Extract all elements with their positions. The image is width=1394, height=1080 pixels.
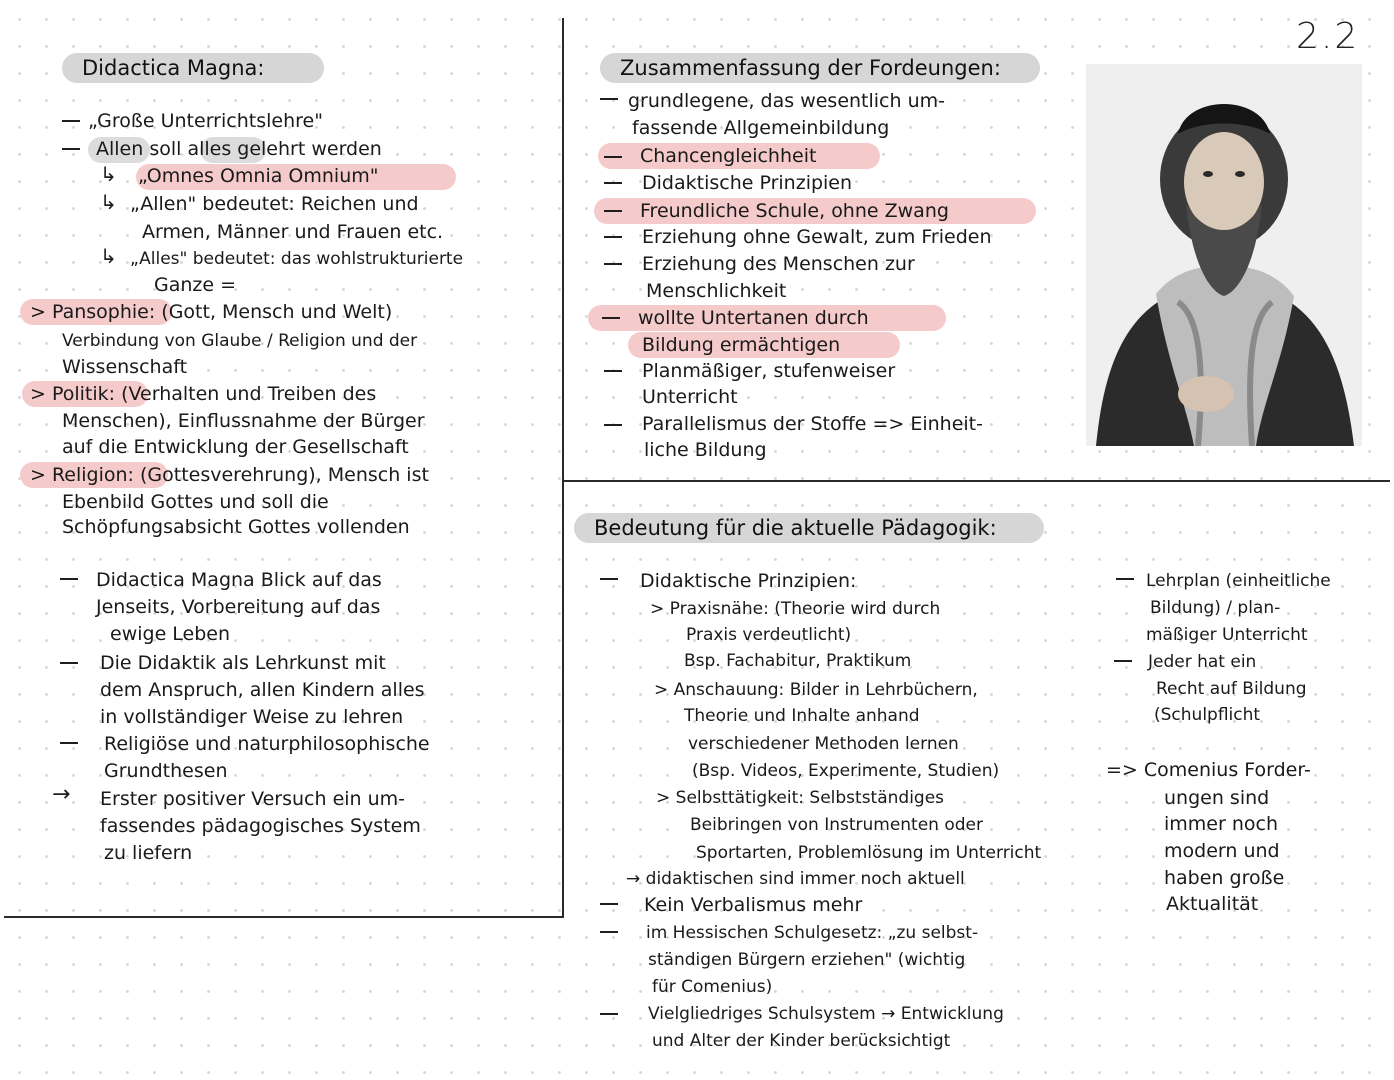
left-line: Grundthesen xyxy=(104,760,228,782)
bullet-dash xyxy=(62,148,80,150)
left-line: Jenseits, Vorbereitung auf das xyxy=(96,596,381,618)
bullet-dash xyxy=(604,263,622,265)
bullet-dash xyxy=(604,156,622,158)
summary-line: Erziehung ohne Gewalt, zum Frieden xyxy=(642,226,992,248)
summary-heading: Zusammenfassung der Fordeungen: xyxy=(600,53,1040,83)
bullet-dash xyxy=(604,236,622,238)
significance-right-line: modern und xyxy=(1164,840,1280,862)
significance-right-line: Recht auf Bildung xyxy=(1156,679,1307,699)
significance-right-line: immer noch xyxy=(1164,813,1278,835)
significance-line: (Bsp. Videos, Experimente, Studien) xyxy=(692,761,1000,781)
bullet-dash xyxy=(604,182,622,184)
summary-line: grundlegene, das wesentlich um- xyxy=(628,90,945,112)
left-line: Ebenbild Gottes und soll die xyxy=(62,491,329,513)
left-line: auf die Entwicklung der Gesellschaft xyxy=(62,436,409,458)
left-line: „Allen" bedeutet: Reichen und xyxy=(130,193,419,215)
significance-line: > Praxisnähe: (Theorie wird durch xyxy=(650,599,941,619)
significance-line: Vielgliedriges Schulsystem → Entwicklung xyxy=(648,1004,1004,1024)
left-line: „Große Unterrichtslehre" xyxy=(88,110,323,132)
bullet-dash xyxy=(604,370,622,372)
significance-right-line: (Schulpflicht xyxy=(1154,705,1261,725)
summary-line: Planmäßiger, stufenweiser xyxy=(642,360,896,382)
left-line: Schöpfungsabsicht Gottes vollenden xyxy=(62,516,410,538)
significance-line: Theorie und Inhalte anhand xyxy=(684,706,920,726)
page-number: 2.2 xyxy=(1296,16,1360,57)
significance-line: Didaktische Prinzipien: xyxy=(640,570,857,592)
significance-line: Beibringen von Instrumenten oder xyxy=(690,815,984,835)
left-line: fassendes pädagogisches System xyxy=(100,815,421,837)
left-heading: Didactica Magna: xyxy=(62,53,324,83)
left-line: Armen, Männer und Frauen etc. xyxy=(142,221,444,243)
summary-line: Menschlichkeit xyxy=(646,280,787,302)
left-line: Religiöse und naturphilosophische xyxy=(104,733,430,755)
significance-line: verschiedener Methoden lernen xyxy=(688,734,959,754)
left-line: Didactica Magna Blick auf das xyxy=(96,569,382,591)
bullet-dash xyxy=(62,120,80,122)
left-line: > Politik: (Verhalten und Treiben des xyxy=(30,383,377,405)
significance-right-line: Lehrplan (einheitliche xyxy=(1146,571,1331,591)
bullet-dash xyxy=(60,662,78,664)
significance-right-line: Bildung) / plan- xyxy=(1150,598,1281,618)
left-line: Die Didaktik als Lehrkunst mit xyxy=(100,652,386,674)
bullet-dash xyxy=(600,578,618,580)
summary-line: Parallelismus der Stoffe => Einheit- xyxy=(642,413,983,435)
hook-arrow-icon: ↳ xyxy=(100,244,117,268)
bullet-dash xyxy=(600,98,618,100)
summary-line: Bildung ermächtigen xyxy=(642,334,841,356)
summary-line: Erziehung des Menschen zur xyxy=(642,253,915,275)
left-line: Allen soll alles gelehrt werden xyxy=(96,138,382,160)
bullet-dash xyxy=(602,317,620,319)
hook-arrow-icon: ↳ xyxy=(100,190,117,214)
hook-arrow-icon: ↳ xyxy=(100,162,117,186)
summary-line: liche Bildung xyxy=(644,439,767,461)
significance-line: Kein Verbalismus mehr xyxy=(644,894,863,916)
significance-right-line: mäßiger Unterricht xyxy=(1146,625,1308,645)
significance-right-line: => Comenius Forder- xyxy=(1106,759,1311,781)
left-bottom-divider xyxy=(4,916,564,918)
left-line: Menschen), Einflussnahme der Bürger xyxy=(62,410,425,432)
significance-line: und Alter der Kinder berücksichtigt xyxy=(652,1031,951,1051)
left-line: Wissenschaft xyxy=(62,356,188,378)
summary-line: wollte Untertanen durch xyxy=(638,307,869,329)
bullet-dash xyxy=(604,210,622,212)
significance-right-line: Jeder hat ein xyxy=(1148,652,1257,672)
vertical-divider xyxy=(562,18,564,918)
arrow-right-icon: → xyxy=(52,782,71,807)
left-line: > Religion: (Gottesverehrung), Mensch ist xyxy=(30,464,429,486)
bullet-dash xyxy=(604,424,622,426)
left-line: dem Anspruch, allen Kindern alles xyxy=(100,679,425,701)
bullet-dash xyxy=(600,931,618,933)
right-horizontal-divider xyxy=(564,480,1390,482)
summary-line: Freundliche Schule, ohne Zwang xyxy=(640,200,949,222)
left-line: zu liefern xyxy=(104,842,193,864)
significance-line: > Anschauung: Bilder in Lehrbüchern, xyxy=(654,680,978,700)
significance-line: im Hessischen Schulgesetz: „zu selbst- xyxy=(646,923,979,943)
left-line: „Omnes Omnia Omnium" xyxy=(138,165,379,187)
significance-line: Sportarten, Problemlösung im Unterricht xyxy=(696,843,1042,863)
left-line: Erster positiver Versuch ein um- xyxy=(100,788,406,810)
bullet-dash xyxy=(60,578,78,580)
significance-right-line: haben große xyxy=(1164,867,1285,889)
summary-line: fassende Allgemeinbildung xyxy=(632,117,890,139)
bullet-dash xyxy=(600,903,618,905)
left-line: „Alles" bedeutet: das wohlstrukturierte xyxy=(130,249,464,269)
significance-line: Praxis verdeutlicht) xyxy=(686,625,852,645)
summary-line: Chancengleichheit xyxy=(640,145,817,167)
summary-line: Unterricht xyxy=(642,386,738,408)
significance-heading: Bedeutung für die aktuelle Pädagogik: xyxy=(574,513,1044,543)
significance-right-line: ungen sind xyxy=(1164,787,1270,809)
summary-line: Didaktische Prinzipien xyxy=(642,172,853,194)
significance-line: ständigen Bürgern erziehen" (wichtig xyxy=(648,950,966,970)
left-line: Ganze = xyxy=(154,274,237,296)
significance-line: Bsp. Fachabitur, Praktikum xyxy=(684,651,912,671)
portrait-image xyxy=(1086,64,1362,446)
left-line: > Pansophie: (Gott, Mensch und Welt) xyxy=(30,301,393,323)
left-line: in vollständiger Weise zu lehren xyxy=(100,706,404,728)
bullet-dash xyxy=(1116,578,1134,580)
bullet-dash xyxy=(60,742,78,744)
significance-line: für Comenius) xyxy=(652,977,773,997)
significance-line: → didaktischen sind immer noch aktuell xyxy=(626,869,965,889)
left-line: ewige Leben xyxy=(110,623,231,645)
bullet-dash xyxy=(600,1013,618,1015)
significance-line: > Selbsttätigkeit: Selbstständiges xyxy=(656,788,945,808)
left-line: Verbindung von Glaube / Religion und der xyxy=(62,331,418,351)
bullet-dash xyxy=(1114,660,1132,662)
significance-right-line: Aktualität xyxy=(1166,893,1259,915)
